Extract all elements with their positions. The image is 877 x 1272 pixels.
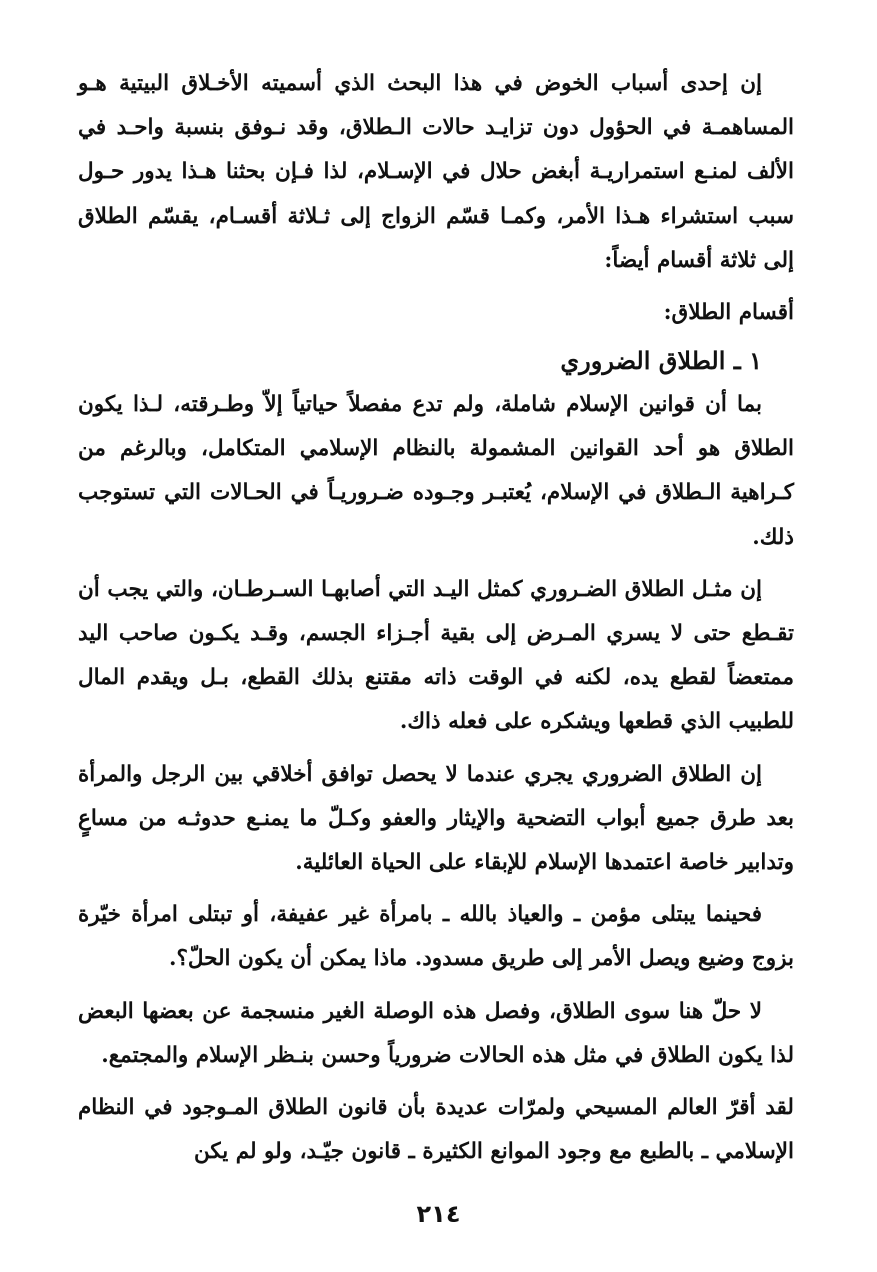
body-paragraph-1: بما أن قوانين الإسلام شاملة، ولم تدع مفصلاً حياتياً إلاّ وطـرقته، لـذا يكون الطلاق هو أحد القوانين المشمولة بالنظام الإسلامي المتكامل، وبالرغم من كـراهية الـطلاق في الإسلام، يُعتبـر وجـوده ضـروريـاً في الحـالات التي تستوجب ذلك. (78, 392, 794, 550)
subsection-title: ١ ـ الطلاق الضروري (560, 346, 762, 376)
body-paragraph-2: إن مثـل الطلاق الضـروري كمثل اليـد التي أصابهـا السـرطـان، والتي يجب أن تقـطع حتى لا يسري المـرض إلى بقية أجـزاء الجسم، وقـد يكـون صاحب اليد ممتعضاً لقطع يده، لكنه في الوقت ذاته مقتنع بذلك القطع، بـل ويقدم المال للطبيب الذي قطعها ويشكره على فعله ذاك. (78, 576, 794, 735)
page-number: ٢١٤ (416, 1200, 461, 1228)
body-paragraph-3: إن الطلاق الضروري يجري عندما لا يحصل توافق أخلاقي بين الرجل والمرأة بعد طرق جميع أبواب التضحية والإيثار والعفو وكـلّ ما يمنـع حدوثـه من مساعٍ وتدابير خاصة اعتمدها الإسلام للإبقاء على الحياة العائلية. (78, 761, 794, 876)
section-title: أقسام الطلاق: (663, 300, 794, 326)
page-body (78, 62, 794, 1182)
intro-paragraph: إن إحدى أسباب الخوض في هذا البحث الذي أسميته الأخـلاق البيتية هـو المساهمـة في الحؤول دون تزايـد حالات الـطلاق، وقد نـوفق بنسبة واحـد في الألف لمنـع استمراريـة أبغض حلال في الإسـلام، لذا فـإن بحثنا هـذا يدور حـول سبب استشراء هـذا الأمر، وكمـا قسّم الزواج إلى ثـلاثة أقسـام، يقسّم الطلاق إلى ثلاثة أقسام أيضاً: (78, 71, 794, 273)
body-paragraph-5: لا حلّ هنا سوى الطلاق، وفصل هذه الوصلة الغير منسجمة عن بعضها البعض لذا يكون الطلاق في مثل هذه الحالات ضرورياً وحسن بنـظر الإسلام والمجتمع. (78, 998, 794, 1068)
body-paragraph-4: فحينما يبتلى مؤمن ـ والعياذ بالله ـ بامرأة غير عفيفة، أو تبتلى امرأة خيّرة بزوج وضيع ويصل الأمر إلى طريق مسدود. ماذا يمكن أن يكون الحلّ؟. (78, 902, 794, 972)
body-paragraph-6: لقد أقرّ العالم المسيحي ولمرّات عديدة بأن قانون الطلاق المـوجود في النظام الإسلامي ـ بالطبع مع وجود الموانع الكثيرة ـ قانون جيّـد، ولو لم يكن (78, 1095, 794, 1165)
